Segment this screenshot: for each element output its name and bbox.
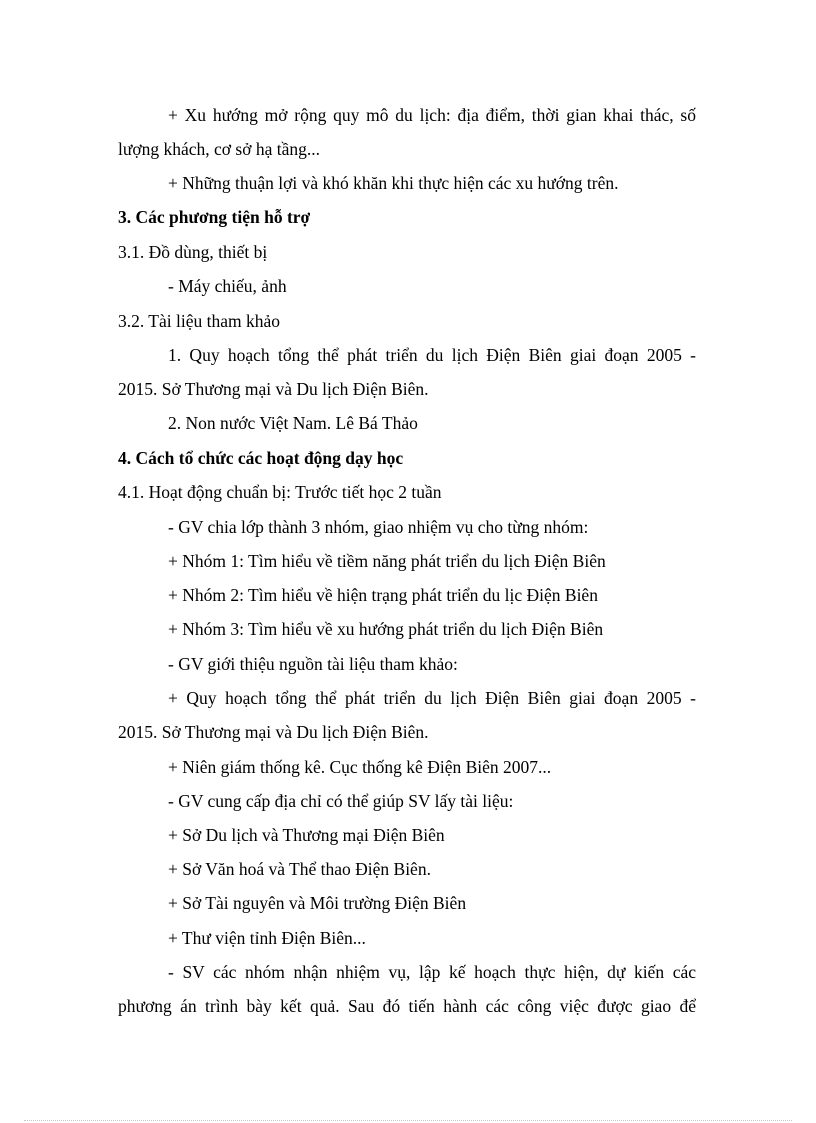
reference-item: 2. Non nước Việt Nam. Lê Bá Thảo (168, 413, 418, 433)
section-heading: 3. Các phương tiện hỗ trợ (118, 207, 311, 227)
paragraph-line: lượng khách, cơ sở hạ tầng... (118, 139, 320, 159)
list-item: + Niên giám thống kê. Cục thống kê Điện Biên 2007... (168, 757, 552, 777)
reference-item: 1. Quy hoạch tổng thể phát triển du lịch Điện Biên giai đoạn 2005 - (168, 345, 696, 365)
list-item: + Nhóm 3: Tìm hiểu về xu hướng phát triển du lịch Điện Biên (168, 619, 604, 639)
list-item: + Sở Tài nguyên và Môi trường Điện Biên (168, 893, 467, 913)
paragraph-line: + Những thuận lợi và khó khăn khi thực hiện các xu hướng trên. (168, 173, 619, 193)
list-item: - GV chia lớp thành 3 nhóm, giao nhiệm vụ cho từng nhóm: (168, 517, 589, 537)
list-item: + Nhóm 1: Tìm hiểu về tiềm năng phát triển du lịch Điện Biên (168, 551, 606, 571)
paragraph-line: phương án trình bày kết quả. Sau đó tiến hành các công việc được giao để (118, 996, 696, 1016)
list-item-continuation: 2015. Sở Thương mại và Du lịch Điện Biên. (118, 722, 429, 742)
list-item: + Sở Du lịch và Thương mại Điện Biên (168, 825, 445, 845)
paragraph-line: + Xu hướng mở rộng quy mô du lịch: địa điểm, thời gian khai thác, số (168, 105, 696, 125)
list-item: + Thư viện tỉnh Điện Biên... (168, 928, 366, 948)
section-heading: 4. Cách tổ chức các hoạt động dạy học (118, 448, 404, 468)
subsection-heading: 3.1. Đồ dùng, thiết bị (118, 242, 268, 262)
subsection-heading: 3.2. Tài liệu tham khảo (118, 311, 281, 331)
list-item: + Quy hoạch tổng thể phát triển du lịch Điện Biên giai đoạn 2005 - (168, 688, 696, 708)
paragraph-line: - SV các nhóm nhận nhiệm vụ, lập kế hoạch thực hiện, dự kiến các (168, 962, 696, 982)
list-item: - GV cung cấp địa chỉ có thể giúp SV lấy tài liệu: (168, 791, 514, 811)
page-bottom-divider (24, 1120, 792, 1121)
list-item: + Sở Văn hoá và Thể thao Điện Biên. (168, 859, 431, 879)
list-item: - Máy chiếu, ảnh (168, 276, 287, 296)
reference-item-continuation: 2015. Sở Thương mại và Du lịch Điện Biên. (118, 379, 429, 399)
list-item: + Nhóm 2: Tìm hiểu về hiện trạng phát triển du lịc Điện Biên (168, 585, 598, 605)
list-item: - GV giới thiệu nguồn tài liệu tham khảo: (168, 654, 458, 674)
subsection-heading: 4.1. Hoạt động chuẩn bị: Trước tiết học 2 tuần (118, 482, 442, 502)
